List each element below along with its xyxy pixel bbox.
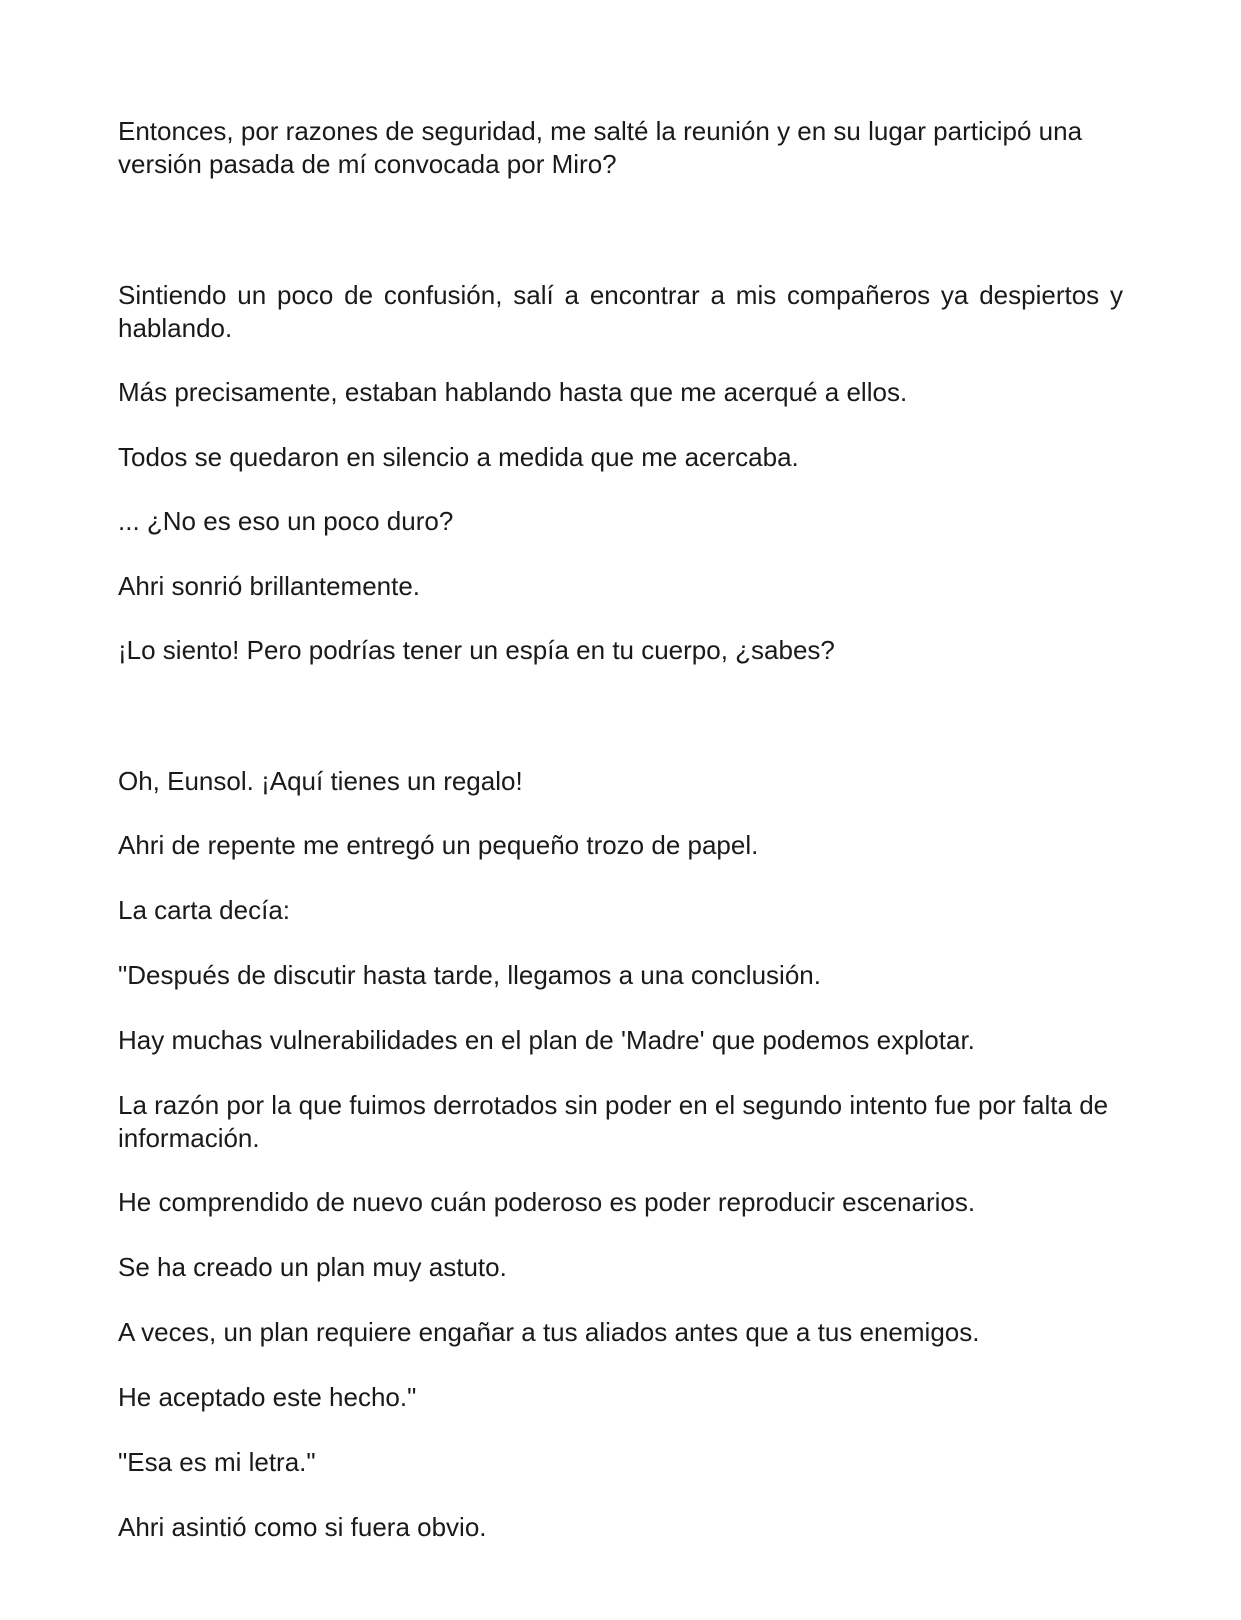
paragraph: Ahri sonrió brillantemente. bbox=[118, 571, 421, 601]
paragraph: Todos se quedaron en silencio a medida que me acercaba. bbox=[118, 442, 799, 472]
paragraph: "Después de discutir hasta tarde, llegamos a una conclusión. bbox=[118, 960, 821, 990]
paragraph: La razón por la que fuimos derrotados sin poder en el segundo intento fue por falta de información. bbox=[118, 1090, 1109, 1153]
paragraph: Hay muchas vulnerabilidades en el plan de 'Madre' que podemos explotar. bbox=[118, 1025, 975, 1055]
paragraph: ... ¿No es eso un poco duro? bbox=[118, 506, 454, 536]
paragraph: Entonces, por razones de seguridad, me salté la reunión y en su lugar participó una versión pasada de mí convocada por Miro? bbox=[118, 116, 1083, 179]
paragraph: He comprendido de nuevo cuán poderoso es poder reproducir escenarios. bbox=[118, 1187, 976, 1217]
paragraph: Se ha creado un plan muy astuto. bbox=[118, 1252, 507, 1282]
paragraph: Ahri asintió como si fuera obvio. bbox=[118, 1512, 487, 1542]
paragraph: Ahri de repente me entregó un pequeño trozo de papel. bbox=[118, 830, 759, 860]
paragraph: He aceptado este hecho." bbox=[118, 1382, 417, 1412]
paragraph: Oh, Eunsol. ¡Aquí tienes un regalo! bbox=[118, 766, 523, 796]
paragraph: ¡Lo siento! Pero podrías tener un espía en tu cuerpo, ¿sabes? bbox=[118, 635, 835, 665]
paragraph: La carta decía: bbox=[118, 895, 290, 925]
paragraph: "Esa es mi letra." bbox=[118, 1447, 316, 1477]
paragraph: A veces, un plan requiere engañar a tus aliados antes que a tus enemigos. bbox=[118, 1317, 980, 1347]
paragraph: Sintiendo un poco de confusión, salí a encontrar a mis compañeros ya despiertos y hablando. bbox=[118, 280, 1123, 343]
paragraph: Más precisamente, estaban hablando hasta que me acerqué a ellos. bbox=[118, 377, 908, 407]
